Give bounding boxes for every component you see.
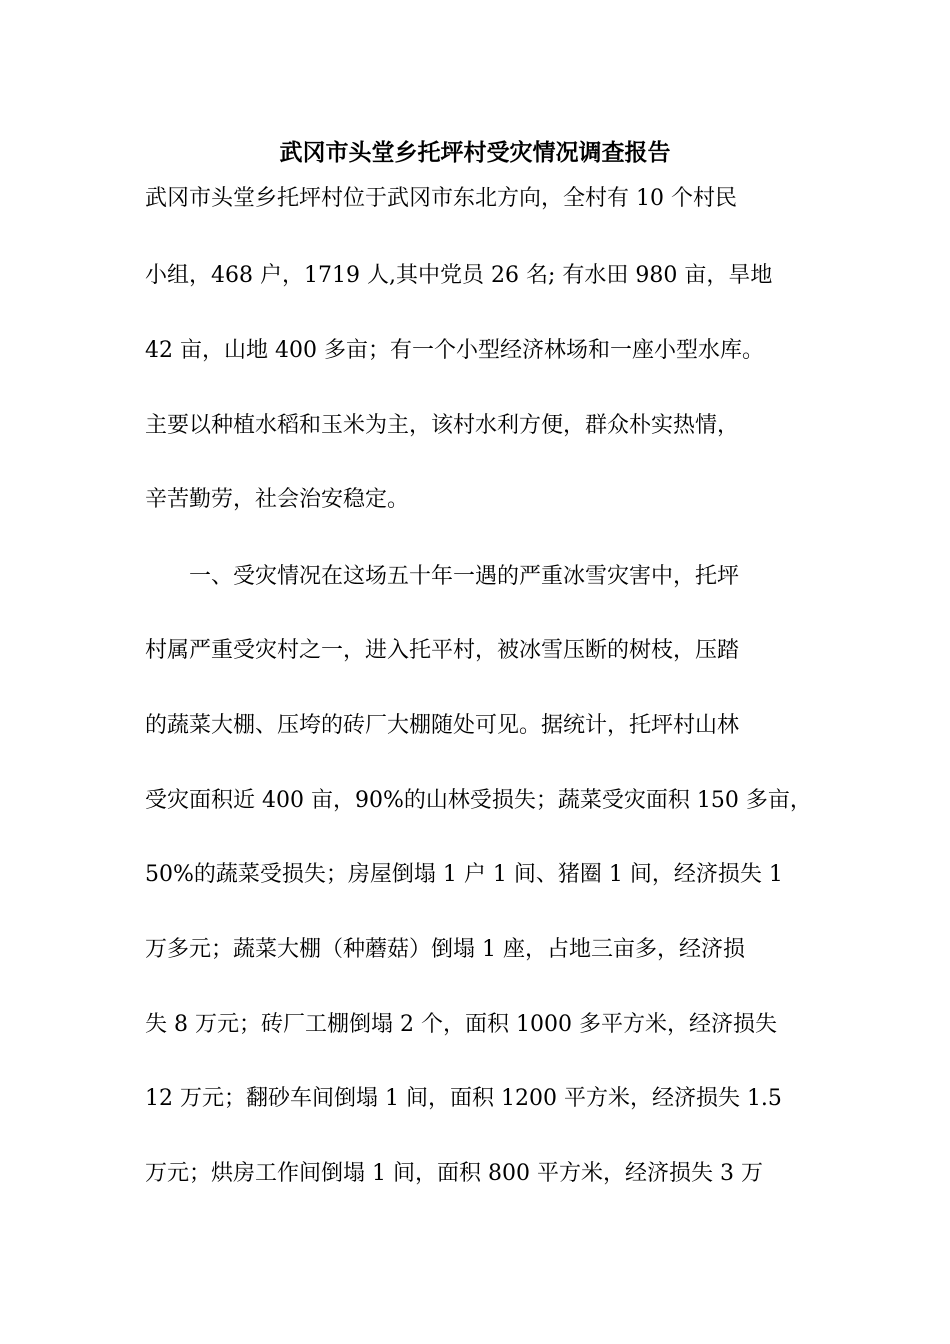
body-line: 的蔬菜大棚、压垮的砖厂大棚随处可见。据统计，托坪村山林 — [145, 713, 740, 738]
body-line: 12 万元；翻砂车间倒塌 1 间，面积 1200 平方米，经济损失 1.5 — [145, 1086, 782, 1111]
body-line: 受灾面积近 400 亩，90%的山林受损失；蔬菜受灾面积 150 多亩， — [145, 788, 812, 813]
body-line: 武冈市头堂乡托坪村位于武冈市东北方向，全村有 10 个村民 — [145, 186, 737, 211]
body-line: 小组，468 户，1719 人,其中党员 26 名; 有水田 980 亩，旱地 — [145, 263, 773, 288]
body-line: 42 亩，山地 400 多亩；有一个小型经济林场和一座小型水库。 — [145, 338, 764, 363]
body-line: 辛苦勤劳，社会治安稳定。 — [145, 487, 410, 512]
body-line: 村属严重受灾村之一，进入托平村，被冰雪压断的树枝，压踏 — [145, 638, 740, 663]
body-line: 万元；烘房工作间倒塌 1 间，面积 800 平方米，经济损失 3 万 — [145, 1161, 763, 1186]
body-line: 主要以种植水稻和玉米为主，该村水利方便，群众朴实热情， — [145, 413, 740, 438]
document-title: 武冈市头堂乡托坪村受灾情况调查报告 — [279, 139, 671, 166]
body-line: 万多元；蔬菜大棚（种蘑菇）倒塌 1 座，占地三亩多，经济损 — [145, 937, 745, 962]
body-line: 一、受灾情况在这场五十年一遇的严重冰雪灾害中，托坪 — [145, 564, 740, 589]
body-line: 50%的蔬菜受损失；房屋倒塌 1 户 1 间、猪圈 1 间，经济损失 1 — [145, 862, 783, 887]
body-line: 失 8 万元；砖厂工棚倒塌 2 个，面积 1000 多平方米，经济损失 — [145, 1012, 777, 1037]
